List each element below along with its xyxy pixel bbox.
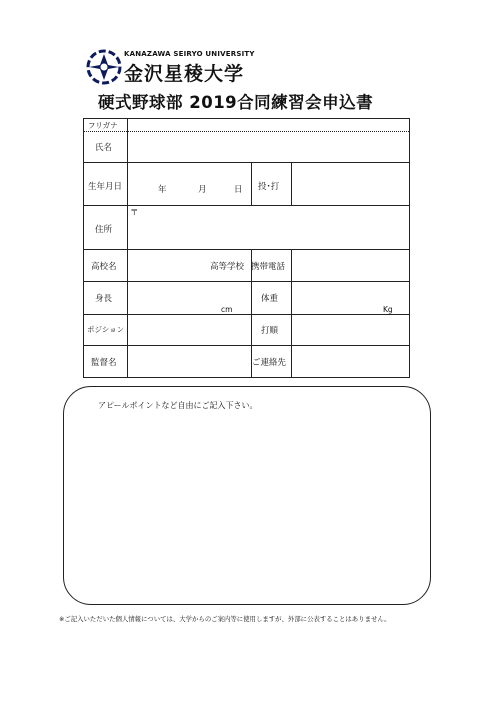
address-label: 住所 <box>95 225 113 235</box>
contact-label: ご連絡先 <box>252 358 287 368</box>
furigana-divider <box>84 131 409 132</box>
position-label: ポジション <box>87 325 125 334</box>
furigana-label: フリガナ <box>88 121 118 130</box>
appeal-points-box <box>63 386 431 605</box>
row-divider <box>84 314 409 315</box>
row-divider <box>84 281 409 282</box>
birth-year-label: 年 <box>158 185 167 195</box>
mobile-label: 携帯電話 <box>251 262 286 272</box>
birth-month-label: 月 <box>198 185 207 195</box>
label-column-divider <box>127 119 128 378</box>
postal-mark: 〒 <box>130 208 139 218</box>
throw-bat-label: 投･打 <box>258 182 280 192</box>
logo-japanese-text: 金沢星稜大学 <box>124 63 245 85</box>
university-logo-emblem <box>86 49 122 85</box>
logo-english-text: KANAZAWA SEIRYO UNIVERSITY <box>124 50 255 58</box>
name-label: 氏名 <box>95 143 113 153</box>
birth-day-label: 日 <box>234 185 243 195</box>
weight-label: 体重 <box>261 294 279 304</box>
column-divider <box>291 162 292 205</box>
birthdate-label: 生年月日 <box>88 182 123 192</box>
column-divider <box>251 162 252 205</box>
privacy-footnote: ※ご記入いただいた個人情報については、大学からのご案内等に使用しますが、外部に公表することはありません。 <box>59 615 391 623</box>
column-divider <box>291 249 292 378</box>
row-divider <box>84 345 409 346</box>
row-divider <box>84 162 409 163</box>
height-unit: cm <box>221 305 233 314</box>
height-label: 身長 <box>95 294 113 304</box>
school-suffix: 高等学校 <box>210 262 245 272</box>
batting-order-label: 打順 <box>261 326 279 336</box>
appeal-points-prompt: アピールポイントなど自由にご記入下さい。 <box>98 401 258 410</box>
manager-label: 監督名 <box>91 358 117 368</box>
weight-unit: Kg <box>383 305 393 314</box>
row-divider <box>84 249 409 250</box>
school-label: 高校名 <box>91 262 117 272</box>
application-form <box>83 118 410 378</box>
page-title: 硬式野球部 2019合同練習会申込書 <box>98 93 374 112</box>
